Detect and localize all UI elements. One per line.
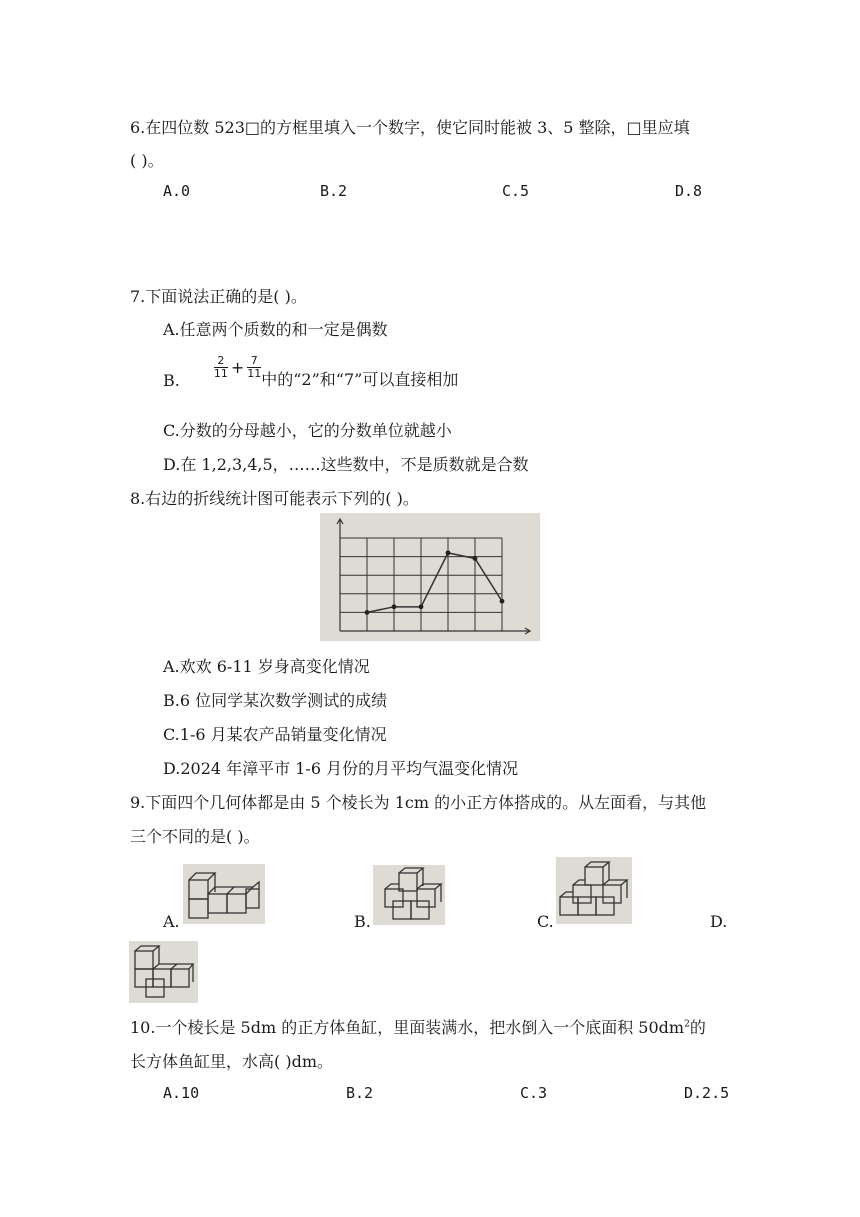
q9-figure-c-cubes — [556, 857, 632, 924]
fraction-denominator: 11 — [213, 367, 228, 380]
q7-option-c[interactable]: C.分数的分母越小，它的分数单位就越小 — [163, 421, 452, 440]
fraction-7-11 — [247, 355, 261, 380]
fraction-2-11 — [214, 355, 228, 380]
q7-option-b-text: 中的“2”和“7”可以直接相加 — [261, 370, 459, 389]
fraction-expression — [214, 355, 261, 380]
q7-option-a[interactable]: A.任意两个质数的和一定是偶数 — [163, 320, 388, 339]
q7-option-b-label: B. — [163, 371, 180, 390]
q9-option-a-label[interactable]: A. — [163, 912, 180, 931]
q6-option-a[interactable]: A.0 — [163, 182, 191, 200]
q9-figure-b-cubes — [373, 865, 445, 925]
q8-option-a[interactable]: A.欢欢 6-11 岁身高变化情况 — [163, 657, 370, 676]
q8-stem: 8.右边的折线统计图可能表示下列的( )。 — [130, 489, 419, 508]
fraction-denominator: 11 — [247, 367, 262, 380]
q6-option-b[interactable]: B.2 — [320, 182, 348, 200]
q9-figure-d-cubes — [129, 941, 198, 1003]
q10-option-d[interactable]: D.2.5 — [684, 1084, 730, 1102]
q9-option-b-label[interactable]: B. — [354, 912, 371, 931]
q8-option-c[interactable]: C.1-6 月某农产品销量变化情况 — [163, 725, 387, 744]
q9-stem: 9.下面四个几何体都是由 5 个棱长为 1cm 的小正方体搭成的。从左面看，与其他 — [130, 793, 707, 812]
q8-option-b[interactable]: B.6 位同学某次数学测试的成绩 — [163, 691, 388, 710]
chart-data-point — [419, 604, 424, 609]
chart-data-point — [473, 556, 478, 561]
q10-stem-cont: 长方体鱼缸里，水高( )dm。 — [130, 1052, 333, 1071]
q9-option-c-label[interactable]: C. — [537, 912, 554, 931]
q10-option-c[interactable]: C.3 — [520, 1084, 548, 1102]
line-chart — [320, 513, 540, 641]
q10-superscript: 2 — [684, 1019, 690, 1030]
q10-stem-text-end: 的 — [689, 1018, 706, 1037]
q10-stem-text: 10.一个棱长是 5dm 的正方体鱼缸，里面装满水，把水倒入一个底面积 50dm — [130, 1018, 685, 1037]
q7-stem: 7.下面说法正确的是( )。 — [130, 287, 307, 306]
plus-sign: + — [230, 358, 245, 377]
q6-option-d[interactable]: D.8 — [675, 182, 703, 200]
q9-figure-a-cubes — [183, 864, 265, 924]
chart-photo-background — [320, 513, 540, 641]
q9-stem-cont: 三个不同的是( )。 — [130, 827, 260, 846]
q9-option-d-label[interactable]: D. — [710, 912, 728, 931]
q6-option-c[interactable]: C.5 — [502, 182, 530, 200]
q6-stem: 6.在四位数 523□的方框里填入一个数字，使它同时能被 3、5 整除，□里应填 — [130, 118, 690, 137]
q7-option-b[interactable] — [163, 355, 458, 390]
chart-data-point — [365, 610, 370, 615]
q10-option-a[interactable]: A.10 — [163, 1084, 200, 1102]
chart-data-point — [392, 604, 397, 609]
q7-option-d[interactable]: D.在 1,2,3,4,5，……这些数中，不是质数就是合数 — [163, 455, 529, 474]
q10-option-b[interactable]: B.2 — [346, 1084, 374, 1102]
q10-stem — [130, 1015, 706, 1038]
chart-data-point — [500, 599, 505, 604]
chart-data-point — [446, 550, 451, 555]
fraction-numerator: 7 — [250, 354, 258, 367]
q8-option-d[interactable]: D.2024 年漳平市 1-6 月份的月平均气温变化情况 — [163, 759, 519, 778]
fraction-numerator: 2 — [217, 354, 225, 367]
q6-stem-cont: ( )。 — [130, 151, 164, 170]
